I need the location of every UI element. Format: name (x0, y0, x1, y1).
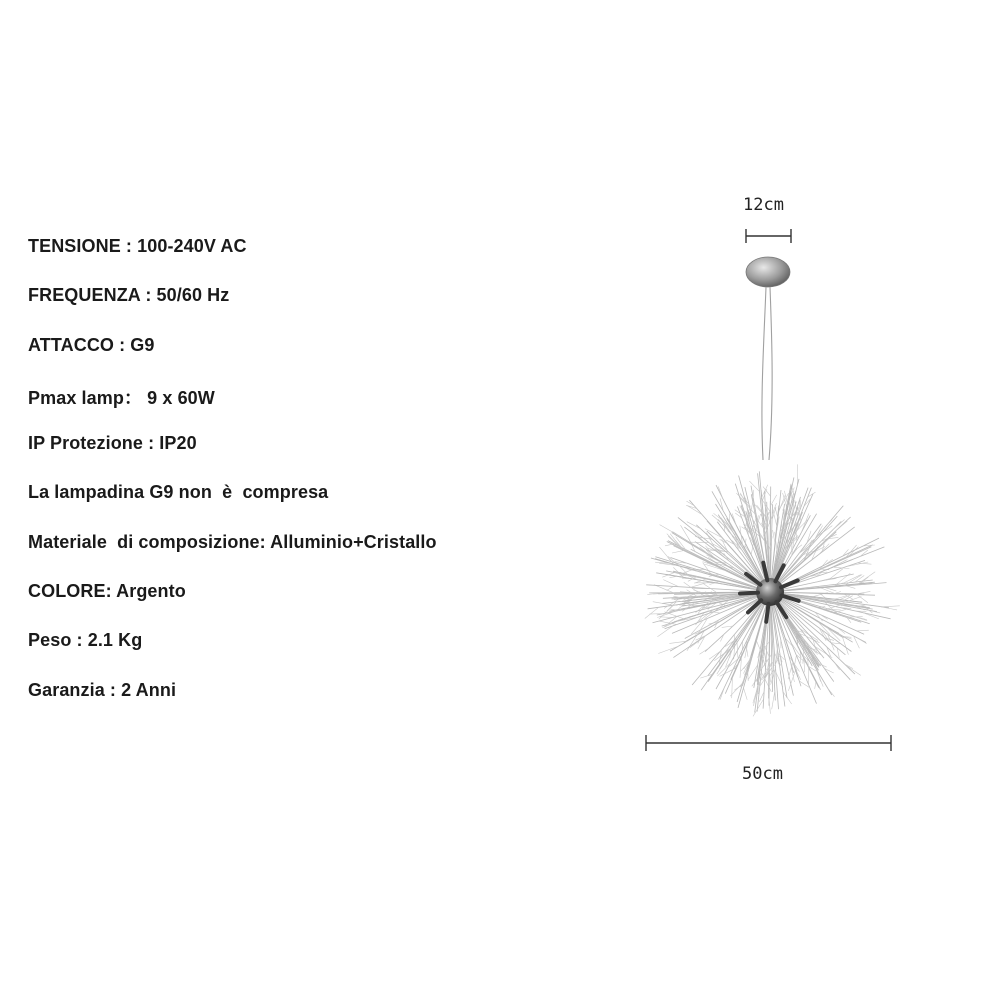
twig (763, 662, 772, 680)
twig (690, 635, 707, 648)
twig (857, 591, 871, 593)
twig (698, 636, 705, 649)
twig (804, 498, 811, 506)
sphere-dimension-line (646, 735, 891, 751)
twig (816, 642, 822, 648)
twig (657, 626, 672, 637)
twig (672, 551, 684, 553)
twig (720, 634, 724, 641)
twig (736, 493, 749, 506)
spec-max-power: Pmax lamp： 9 x 60W (28, 387, 215, 408)
bulb-holder (763, 563, 767, 581)
twig (744, 688, 748, 700)
twig (720, 499, 723, 512)
spec-ip-rating: IP Protezione : IP20 (28, 433, 197, 454)
twig (857, 638, 867, 644)
twig (822, 535, 833, 545)
twig (660, 525, 679, 536)
twig (857, 630, 869, 631)
twig (784, 491, 788, 506)
twig (670, 576, 678, 577)
twig (804, 659, 805, 673)
twig (698, 548, 708, 555)
twig (714, 513, 729, 525)
twig (835, 663, 840, 670)
canopy-width-label: 12cm (743, 195, 784, 215)
twig (658, 646, 678, 653)
spec-frequency: FREQUENZA : 50/60 Hz (28, 285, 230, 306)
twig (828, 688, 835, 696)
twig (732, 514, 736, 526)
bulb-holder (740, 593, 758, 594)
twig (846, 665, 861, 675)
twig (772, 691, 775, 709)
twig (705, 529, 722, 538)
twig (687, 522, 701, 529)
suspension-wires (762, 287, 772, 460)
twig (720, 687, 725, 700)
twig (814, 578, 831, 582)
twig (687, 506, 702, 515)
bulb-holder (766, 604, 768, 622)
canopy-dimension-line (746, 229, 791, 243)
ceiling-canopy (746, 257, 790, 287)
twig (882, 606, 900, 607)
twig (795, 545, 802, 550)
spec-bulb-note: La lampadina G9 non è compresa (28, 482, 329, 503)
spec-weight: Peso : 2.1 Kg (28, 630, 143, 651)
spec-voltage: TENSIONE : 100-240V AC (28, 236, 247, 256)
twig (700, 648, 710, 654)
spec-socket: ATTACCO : G9 (28, 334, 155, 355)
twig (690, 527, 704, 542)
twig (718, 487, 722, 498)
twig (795, 655, 797, 664)
twig (725, 638, 738, 647)
sphere-diameter-label: 50cm (742, 764, 783, 784)
twig (659, 617, 672, 618)
twig (801, 514, 809, 533)
twig (645, 607, 659, 618)
spec-material: Materiale di composizione: Alluminio+Cristallo (28, 531, 437, 552)
twig (807, 531, 811, 543)
spec-color: COLORE: Argento (28, 581, 186, 602)
spec-warranty: Garanzia : 2 Anni (28, 679, 177, 700)
twig (667, 586, 674, 590)
twig (732, 678, 733, 699)
